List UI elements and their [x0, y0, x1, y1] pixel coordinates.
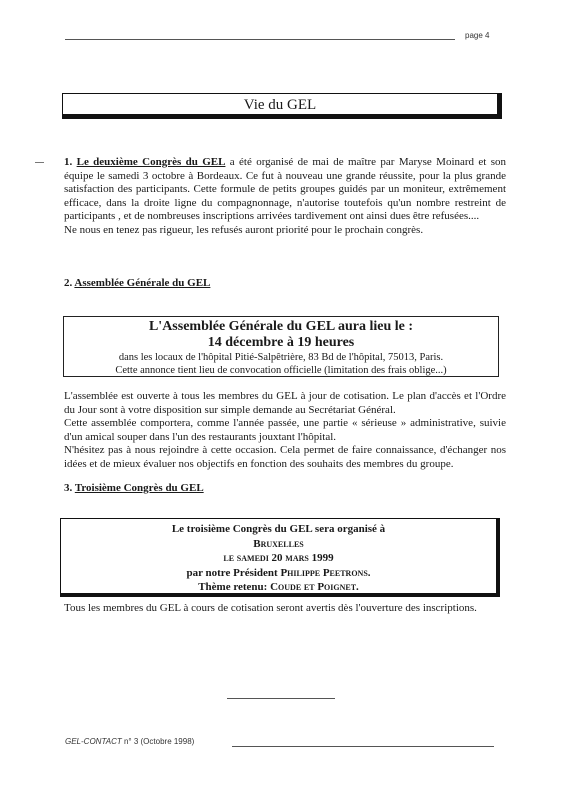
section2-para3: N'hésitez pas à nous rejoindre à cette occasion. Cela permet de faire connaissance, d'échanger nos idées et de mieux évaluer nos objectifs en fonction des souhaits des membres du groupe. — [64, 444, 506, 470]
margin-mark — [35, 162, 44, 163]
section3-heading: Troisième Congrès du GEL — [74, 482, 204, 494]
section2-heading-line — [64, 277, 210, 289]
congress-theme-label: Thème retenu: — [198, 581, 271, 593]
section1-text2: Ne nous en tenez pas rigueur, les refusés auront priorité pour le prochain congrès. — [64, 223, 424, 236]
footer-rule — [232, 746, 494, 747]
congress-president-label: par notre Président — [186, 566, 281, 579]
footer-publication: GEL-CONTACT — [65, 737, 122, 746]
closing-rule — [227, 698, 335, 699]
congress-president-line — [61, 566, 496, 581]
section2-heading: Assemblée Générale du GEL — [74, 277, 211, 289]
section2-para2: Cette assemblée comportera, comme l'année passée, une partie « sérieuse » administrative, suivie d'un amical souper dans l'un des restaurants jouxtant l'hôpital. — [64, 417, 506, 443]
congress-theme-line — [61, 580, 496, 595]
congress-line1: Le troisième Congrès du GEL sera organisé à — [171, 523, 386, 535]
congress-announcement-box — [60, 518, 500, 597]
assembly-date: 14 décembre à 19 heures — [207, 335, 355, 350]
section3-paragraph — [64, 602, 506, 616]
section2-paragraphs — [64, 390, 506, 471]
assembly-location: dans les locaux de l'hôpital Pitié-Salpêtrière, 83 Bd de l'hôpital, 75013, Paris. — [118, 352, 444, 363]
assembly-announcement-box — [63, 316, 499, 377]
section1-text: a été organisé de mai de maître par Maryse Moinard et son équipe le samedi 3 octobre à Bordeaux. Ce fut à nouveau une grande réussite, pour la plus grande satisfaction des participants. Cette formule de petits groupes guidés par un moniteur, extrêmement efficace, dans la droite ligne du compagnonnage, n'autorise toutefois qu'un nombre restreint de participants , et de nombreuses inscriptions arrivées tardivement ont ainsi dues être refusées.... — [64, 156, 506, 222]
footer-issue: n° 3 (Octobre 1998) — [121, 737, 195, 746]
section1-paragraph — [64, 156, 506, 237]
section2-para1: L'assemblée est ouverte à tous les membres du GEL à jour de cotisation. Le plan d'accès et l'Ordre du Jour sont à votre disposition sur simple demande au Secrétariat Général. — [64, 390, 506, 416]
section3-heading-line — [64, 482, 204, 494]
page-title: Vie du GEL — [62, 93, 502, 119]
congress-date: le samedi 20 mars 1999 — [223, 552, 334, 564]
congress-theme: Coude et Poignet. — [270, 581, 359, 593]
section2-number: 2. — [64, 277, 73, 289]
assembly-note: Cette annonce tient lieu de convocation officielle (limitation des frais oblige...) — [115, 365, 447, 376]
section1-heading: Le deuxième Congrès du GEL — [76, 156, 226, 168]
assembly-line1: L'Assemblée Générale du GEL aura lieu le : — [148, 319, 414, 334]
congress-city: Bruxelles — [253, 537, 304, 550]
section3-number: 3. — [64, 482, 73, 494]
congress-president-name: Philippe Peetrons. — [280, 566, 371, 579]
page-number: page 4 — [465, 31, 490, 40]
section3-para: Tous les membres du GEL à cours de cotisation seront avertis dès l'ouverture des inscriptions. — [64, 602, 477, 614]
header-rule — [65, 39, 455, 40]
section1-number: 1. — [64, 156, 73, 168]
footer — [65, 737, 194, 746]
